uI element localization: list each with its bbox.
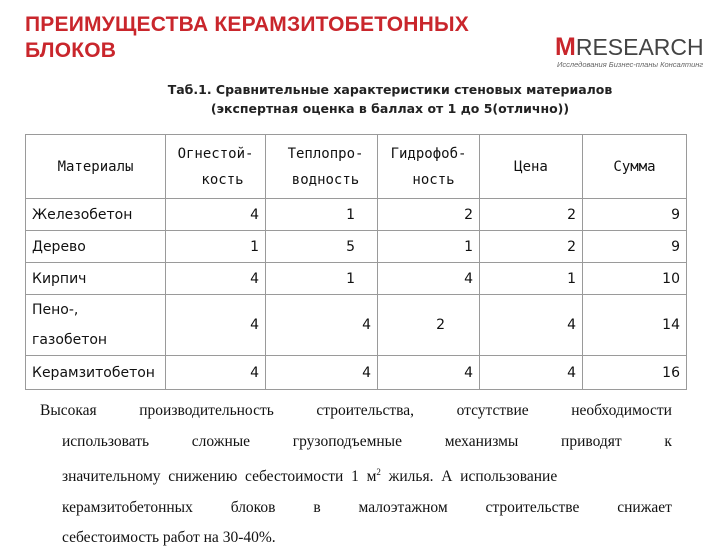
logo-tagline: Исследования Бизнес-планы Консалтинг — [557, 60, 704, 69]
cell-price: 4 — [480, 295, 583, 356]
row-material-name: Дерево — [26, 231, 166, 263]
cell-fire: 1 — [166, 231, 266, 263]
caption-line-2: (экспертная оценка в баллах от 1 до 5(отлично)) — [210, 101, 570, 116]
row-material-name-line-1: Пено-, — [32, 302, 79, 318]
word: производительность — [139, 402, 274, 419]
table-caption — [120, 80, 660, 118]
header-fire-resistance — [166, 135, 266, 199]
cell-fire: 4 — [166, 199, 266, 231]
cell-water: 2 — [378, 199, 480, 231]
row-material-name: Кирпич — [26, 263, 166, 295]
word: использовать — [62, 432, 150, 450]
row-material-name: Железобетон — [26, 199, 166, 231]
superscript: 2 — [376, 467, 381, 477]
cell-heat: 4 — [266, 295, 378, 356]
header-hydrophobicity — [378, 135, 480, 199]
cell-fire: 4 — [166, 263, 266, 295]
word: строительстве — [485, 498, 580, 516]
cell-sum: 9 — [583, 231, 687, 263]
paragraph-line — [40, 457, 672, 493]
mresearch-logo — [555, 33, 704, 71]
cell-sum: 9 — [583, 199, 687, 231]
table-row — [26, 295, 687, 356]
word: Высокая — [40, 402, 97, 419]
header-fire-line-2: кость — [201, 171, 244, 188]
paragraph-line — [40, 427, 672, 458]
cell-price: 4 — [480, 356, 583, 390]
header-water-line-1: Гидрофоб- — [390, 145, 467, 162]
cell-heat: 1 — [266, 263, 378, 295]
header-price: Цена — [480, 135, 583, 199]
header-sum: Сумма — [583, 135, 687, 199]
logo-word: RESEARCH — [575, 34, 704, 60]
word: снижает — [617, 498, 672, 516]
cell-sum: 14 — [583, 295, 687, 356]
header-heat-line-2: водность — [291, 171, 360, 188]
word: отсутствие — [456, 402, 529, 419]
cell-price: 1 — [480, 263, 583, 295]
cell-water: 4 — [378, 356, 480, 390]
row-material-name-line-2: газобетон — [32, 332, 108, 348]
word: в — [313, 498, 321, 516]
table-row — [26, 231, 687, 263]
text-run: жилья. А использование — [380, 468, 558, 486]
word: керамзитобетонных — [62, 498, 193, 516]
cell-heat: 4 — [266, 356, 378, 390]
word: необходимости — [571, 402, 672, 419]
row-material-name: Керамзитобетон — [26, 356, 166, 390]
slide-title: ПРЕИМУЩЕСТВА КЕРАМЗИТОБЕТОННЫХ БЛОКОВ — [25, 13, 469, 62]
header-water-line-2: ность — [412, 171, 455, 188]
cell-price: 2 — [480, 231, 583, 263]
logo-mark: M — [555, 33, 576, 61]
table-row — [26, 263, 687, 295]
header-fire-line-1: Огнестой- — [177, 145, 254, 162]
word: к — [664, 432, 672, 450]
caption-line-1: Таб.1. Сравнительные характеристики стеновых материалов — [167, 82, 613, 97]
word: сложные — [191, 432, 251, 450]
cell-price: 2 — [480, 199, 583, 231]
table-header-row — [26, 135, 687, 199]
word: механизмы — [444, 432, 519, 450]
paragraph-line: себестоимость работ на 30-40%. — [62, 529, 276, 547]
cell-heat: 1 — [266, 199, 378, 231]
paragraph-line — [40, 396, 672, 427]
comparison-table — [25, 134, 687, 390]
cell-water: 2 — [378, 295, 480, 356]
header-thermal-conductivity — [266, 135, 378, 199]
cell-heat: 5 — [266, 231, 378, 263]
cell-water: 4 — [378, 263, 480, 295]
text-run: значительному снижению себестоимости 1 м — [62, 468, 377, 486]
header-heat-line-1: Теплопро- — [287, 145, 364, 162]
conclusion-paragraph — [40, 396, 672, 554]
cell-water: 1 — [378, 231, 480, 263]
cell-sum: 16 — [583, 356, 687, 390]
word: малоэтажном — [358, 498, 448, 516]
word: приводят — [561, 432, 622, 450]
table-row — [26, 356, 687, 390]
cell-fire: 4 — [166, 356, 266, 390]
row-material-name — [26, 295, 166, 356]
table-row — [26, 199, 687, 231]
cell-sum: 10 — [583, 263, 687, 295]
word: блоков — [230, 498, 276, 516]
word: грузоподъемные — [292, 432, 402, 450]
cell-fire: 4 — [166, 295, 266, 356]
header-materials: Материалы — [26, 135, 166, 199]
word: строительства, — [316, 402, 414, 419]
paragraph-line — [40, 493, 672, 524]
logo-wordmark — [555, 35, 704, 59]
